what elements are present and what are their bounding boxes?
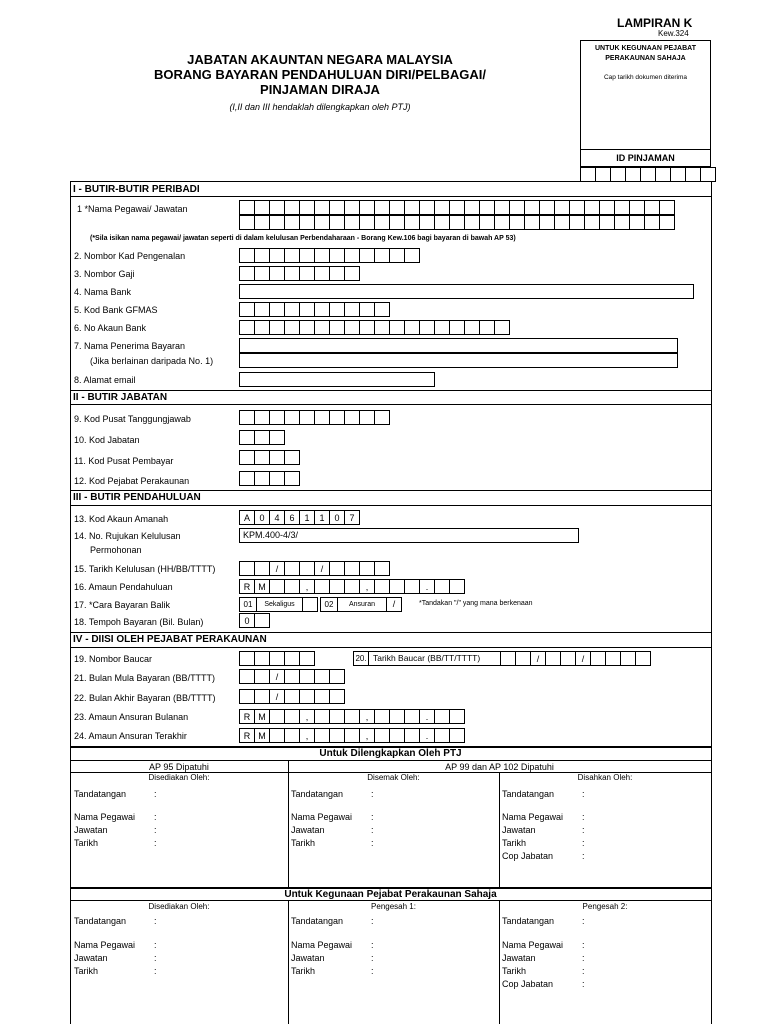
- ptj3-tarikh: Tarikh: [502, 838, 527, 848]
- field1-label: 1 *Nama Pegawai/ Jawatan: [77, 204, 188, 214]
- field22-cells[interactable]: [239, 689, 345, 704]
- field13-cell: 6: [284, 510, 300, 525]
- colon: :: [582, 851, 585, 861]
- rm-m: M: [254, 728, 270, 743]
- field23-amount-cells[interactable]: [239, 709, 465, 724]
- field1-note: (*Sila isikan nama pegawai/ jawatan seperti di dalam kelulusan Perbendaharaan - Borang Kew.106 bagi bayaran di bawah AP 53): [90, 235, 516, 242]
- field24-amount-cells[interactable]: [239, 728, 465, 743]
- stamp-label: Cap tarikh dokumen diterima: [603, 74, 688, 81]
- field19-baucar-cells[interactable]: [239, 651, 315, 666]
- field20-label: Tarikh Baucar (BB/TT/TTTT): [368, 651, 501, 666]
- off3-nama: Nama Pegawai: [502, 940, 564, 950]
- colon: :: [371, 953, 374, 963]
- ptj1-nama: Nama Pegawai: [74, 812, 136, 822]
- field14-sublabel: Permohonan: [90, 545, 142, 555]
- colon: :: [582, 979, 585, 989]
- field15-date-cells[interactable]: [239, 561, 390, 576]
- field12-label: 12. Kod Pejabat Perakaunan: [74, 476, 190, 486]
- colon: :: [371, 789, 374, 799]
- colon: :: [582, 838, 585, 848]
- field7-label: 7. Nama Penerima Bayaran: [74, 341, 186, 351]
- colon: :: [154, 812, 157, 822]
- rm-r: R: [239, 579, 255, 594]
- ptj1-tandatangan: Tandatangan: [74, 789, 127, 799]
- colon: :: [371, 966, 374, 976]
- field18-cells[interactable]: [239, 613, 270, 628]
- tick-note: *Tandakan "/" yang mana berkenaan: [419, 600, 533, 607]
- section3-title: III - BUTIR PENDAHULUAN: [73, 492, 201, 503]
- field5-gfmas-cells[interactable]: [239, 302, 390, 317]
- option02-tickbox[interactable]: /: [386, 597, 402, 612]
- colon: :: [582, 916, 585, 926]
- field24-label: 24. Amaun Ansuran Terakhir: [74, 731, 187, 741]
- field16-amount-cells[interactable]: [239, 579, 465, 594]
- off3-tarikh: Tarikh: [502, 966, 527, 976]
- form-title-2: BORANG BAYARAN PENDAHULUAN DIRI/PELBAGAI/: [153, 67, 486, 82]
- colon: :: [371, 838, 374, 848]
- field3-gaji-cells[interactable]: [239, 266, 360, 281]
- rm-m: M: [254, 579, 270, 594]
- colon: :: [154, 838, 157, 848]
- field13-label: 13. Kod Akaun Amanah: [74, 514, 169, 524]
- field11-label: 11. Kod Pusat Pembayar: [74, 456, 174, 466]
- rm-m: M: [254, 709, 270, 724]
- colon: :: [154, 953, 157, 963]
- field6-label: 6. No Akaun Bank: [74, 323, 147, 333]
- amount-comma: ,: [299, 728, 315, 743]
- office-col2-title: Pengesah 1:: [371, 902, 416, 911]
- colon: :: [582, 940, 585, 950]
- field9-cells[interactable]: [239, 410, 390, 425]
- field20-date-cells[interactable]: [500, 651, 651, 666]
- field16-label: 16. Amaun Pendahuluan: [74, 582, 173, 592]
- ptj2-jawatan: Jawatan: [291, 825, 325, 835]
- ptj3-jawatan: Jawatan: [502, 825, 536, 835]
- field2-ic-cells[interactable]: [239, 248, 420, 263]
- field10-cells[interactable]: [239, 430, 285, 445]
- field21-cells[interactable]: [239, 669, 345, 684]
- ptj-title: Untuk Dilengkapkan Oleh PTJ: [319, 748, 462, 759]
- field20-number: 20.: [353, 651, 369, 666]
- field18-label: 18. Tempoh Bayaran (Bil. Bulan): [74, 617, 204, 627]
- field9-label: 9. Kod Pusat Tanggungjawab: [74, 414, 191, 424]
- field13-cell: 0: [329, 510, 345, 525]
- off1-tandatangan: Tandatangan: [74, 916, 127, 926]
- id-pinjaman-cells[interactable]: [580, 167, 716, 182]
- field1-nama-row2[interactable]: [239, 215, 675, 230]
- ptj1-tarikh: Tarikh: [74, 838, 99, 848]
- option01-label: Sekaligus: [256, 597, 303, 612]
- colon: :: [371, 812, 374, 822]
- rm-r: R: [239, 709, 255, 724]
- ptj-col2-title: Disemak Oleh:: [367, 773, 420, 782]
- field3-label: 3. Nombor Gaji: [74, 269, 135, 279]
- amount-comma: ,: [359, 709, 375, 724]
- field1-nama-row1[interactable]: [239, 200, 675, 215]
- field6-akaun-cells[interactable]: [239, 320, 510, 335]
- lampiran-label: LAMPIRAN K: [617, 16, 693, 30]
- field5-label: 5. Kod Bank GFMAS: [74, 305, 158, 315]
- id-pinjaman-label: ID PINJAMAN: [616, 153, 675, 163]
- off1-jawatan: Jawatan: [74, 953, 108, 963]
- off1-nama: Nama Pegawai: [74, 940, 136, 950]
- colon: :: [154, 966, 157, 976]
- colon: :: [582, 953, 585, 963]
- off1-tarikh: Tarikh: [74, 966, 99, 976]
- date-slash: /: [269, 561, 285, 576]
- colon: :: [154, 825, 157, 835]
- kew-number: Kew.324: [658, 29, 689, 38]
- field7-penerima-input-1[interactable]: [239, 338, 678, 353]
- colon: :: [154, 940, 157, 950]
- ptj2-tarikh: Tarikh: [291, 838, 316, 848]
- field13-cell: 1: [299, 510, 315, 525]
- option02-code: 02: [320, 597, 338, 612]
- off2-tarikh: Tarikh: [291, 966, 316, 976]
- field23-label: 23. Amaun Ansuran Bulanan: [74, 712, 189, 722]
- ap95-label: AP 95 Dipatuhi: [149, 762, 209, 772]
- date-slash: /: [269, 669, 285, 684]
- colon: :: [154, 916, 157, 926]
- field7-penerima-input-2[interactable]: [239, 353, 678, 368]
- section1-title: I - BUTIR-BUTIR PERIBADI: [73, 184, 200, 195]
- field22-label: 22. Bulan Akhir Bayaran (BB/TTTT): [74, 693, 216, 703]
- colon: :: [371, 940, 374, 950]
- date-slash: /: [575, 651, 591, 666]
- field2-label: 2. Nombor Kad Pengenalan: [74, 251, 186, 261]
- colon: :: [582, 812, 585, 822]
- off3-cop: Cop Jabatan: [502, 979, 554, 989]
- section4-title: IV - DIISI OLEH PEJABAT PERAKAUNAN: [73, 634, 267, 645]
- amount-comma: ,: [299, 709, 315, 724]
- date-slash: /: [269, 689, 285, 704]
- field18-value: 0: [239, 613, 255, 628]
- field4-bank-input[interactable]: [239, 284, 694, 299]
- field13-cell: 7: [344, 510, 360, 525]
- field13-cells[interactable]: [239, 510, 360, 525]
- office-use-line2: PERAKAUNAN SAHAJA: [605, 55, 686, 62]
- amount-comma: ,: [359, 728, 375, 743]
- amount-dot: .: [419, 709, 435, 724]
- rm-r: R: [239, 728, 255, 743]
- off3-jawatan: Jawatan: [502, 953, 536, 963]
- off3-tandatangan: Tandatangan: [502, 916, 555, 926]
- field12-cells[interactable]: [239, 471, 300, 486]
- colon: :: [371, 825, 374, 835]
- office-col1-title: Disediakan Oleh:: [148, 902, 210, 911]
- ptj2-tandatangan: Tandatangan: [291, 789, 344, 799]
- ptj3-cop: Cop Jabatan: [502, 851, 554, 861]
- option01-tickbox[interactable]: [302, 597, 318, 612]
- field17-label: 17. *Cara Bayaran Balik: [74, 600, 171, 610]
- field10-label: 10. Kod Jabatan: [74, 435, 140, 445]
- office-col3-title: Pengesah 2:: [582, 902, 628, 911]
- field13-cell: 4: [269, 510, 285, 525]
- option01-code: 01: [239, 597, 257, 612]
- field7-sublabel: (Jika berlainan daripada No. 1): [90, 356, 214, 366]
- field13-cell: 1: [314, 510, 330, 525]
- date-slash: /: [530, 651, 546, 666]
- colon: :: [154, 789, 157, 799]
- ptj3-nama: Nama Pegawai: [502, 812, 564, 822]
- option02-label: Ansuran: [337, 597, 387, 612]
- off2-tandatangan: Tandatangan: [291, 916, 344, 926]
- section2-title: II - BUTIR JABATAN: [73, 392, 168, 403]
- field13-cell: 0: [254, 510, 270, 525]
- field15-label: 15. Tarikh Kelulusan (HH/BB/TTTT): [74, 564, 216, 574]
- field13-cell: A: [239, 510, 255, 525]
- field19-label: 19. Nombor Baucar: [74, 654, 153, 664]
- ptj2-nama: Nama Pegawai: [291, 812, 353, 822]
- amount-dot: .: [419, 728, 435, 743]
- colon: :: [582, 789, 585, 799]
- colon: :: [582, 825, 585, 835]
- date-slash: /: [314, 561, 330, 576]
- colon: :: [371, 916, 374, 926]
- amount-comma: ,: [299, 579, 315, 594]
- amount-dot: .: [419, 579, 435, 594]
- off2-jawatan: Jawatan: [291, 953, 325, 963]
- field8-email-input[interactable]: [239, 372, 435, 387]
- form-title-1: JABATAN AKAUNTAN NEGARA MALAYSIA: [187, 52, 453, 67]
- office-use-line1: UNTUK KEGUNAAN PEJABAT: [595, 45, 696, 52]
- ap99-label: AP 99 dan AP 102 Dipatuhi: [445, 762, 554, 772]
- field11-cells[interactable]: [239, 450, 300, 465]
- ptj1-jawatan: Jawatan: [74, 825, 108, 835]
- field14-rujukan-input[interactable]: KPM.400-4/3/: [239, 528, 579, 543]
- colon: :: [582, 966, 585, 976]
- field8-label: 8. Alamat email: [74, 375, 136, 385]
- frame-right: [711, 181, 712, 1024]
- field21-label: 21. Bulan Mula Bayaran (BB/TTTT): [74, 673, 216, 683]
- office-title: Untuk Kegunaan Pejabat Perakaunan Sahaja: [284, 889, 497, 900]
- field4-label: 4. Nama Bank: [74, 287, 132, 297]
- ptj-col3-title: Disahkan Oleh:: [577, 773, 633, 782]
- form-subtitle: (I,II dan III hendaklah dilengkapkan oleh PTJ): [229, 102, 411, 112]
- form-title-3: PINJAMAN DIRAJA: [260, 82, 380, 97]
- ptj3-tandatangan: Tandatangan: [502, 789, 555, 799]
- amount-comma: ,: [359, 579, 375, 594]
- ptj-col1-title: Disediakan Oleh:: [148, 773, 210, 782]
- off2-nama: Nama Pegawai: [291, 940, 353, 950]
- field14-label: 14. No. Rujukan Kelulusan: [74, 531, 181, 541]
